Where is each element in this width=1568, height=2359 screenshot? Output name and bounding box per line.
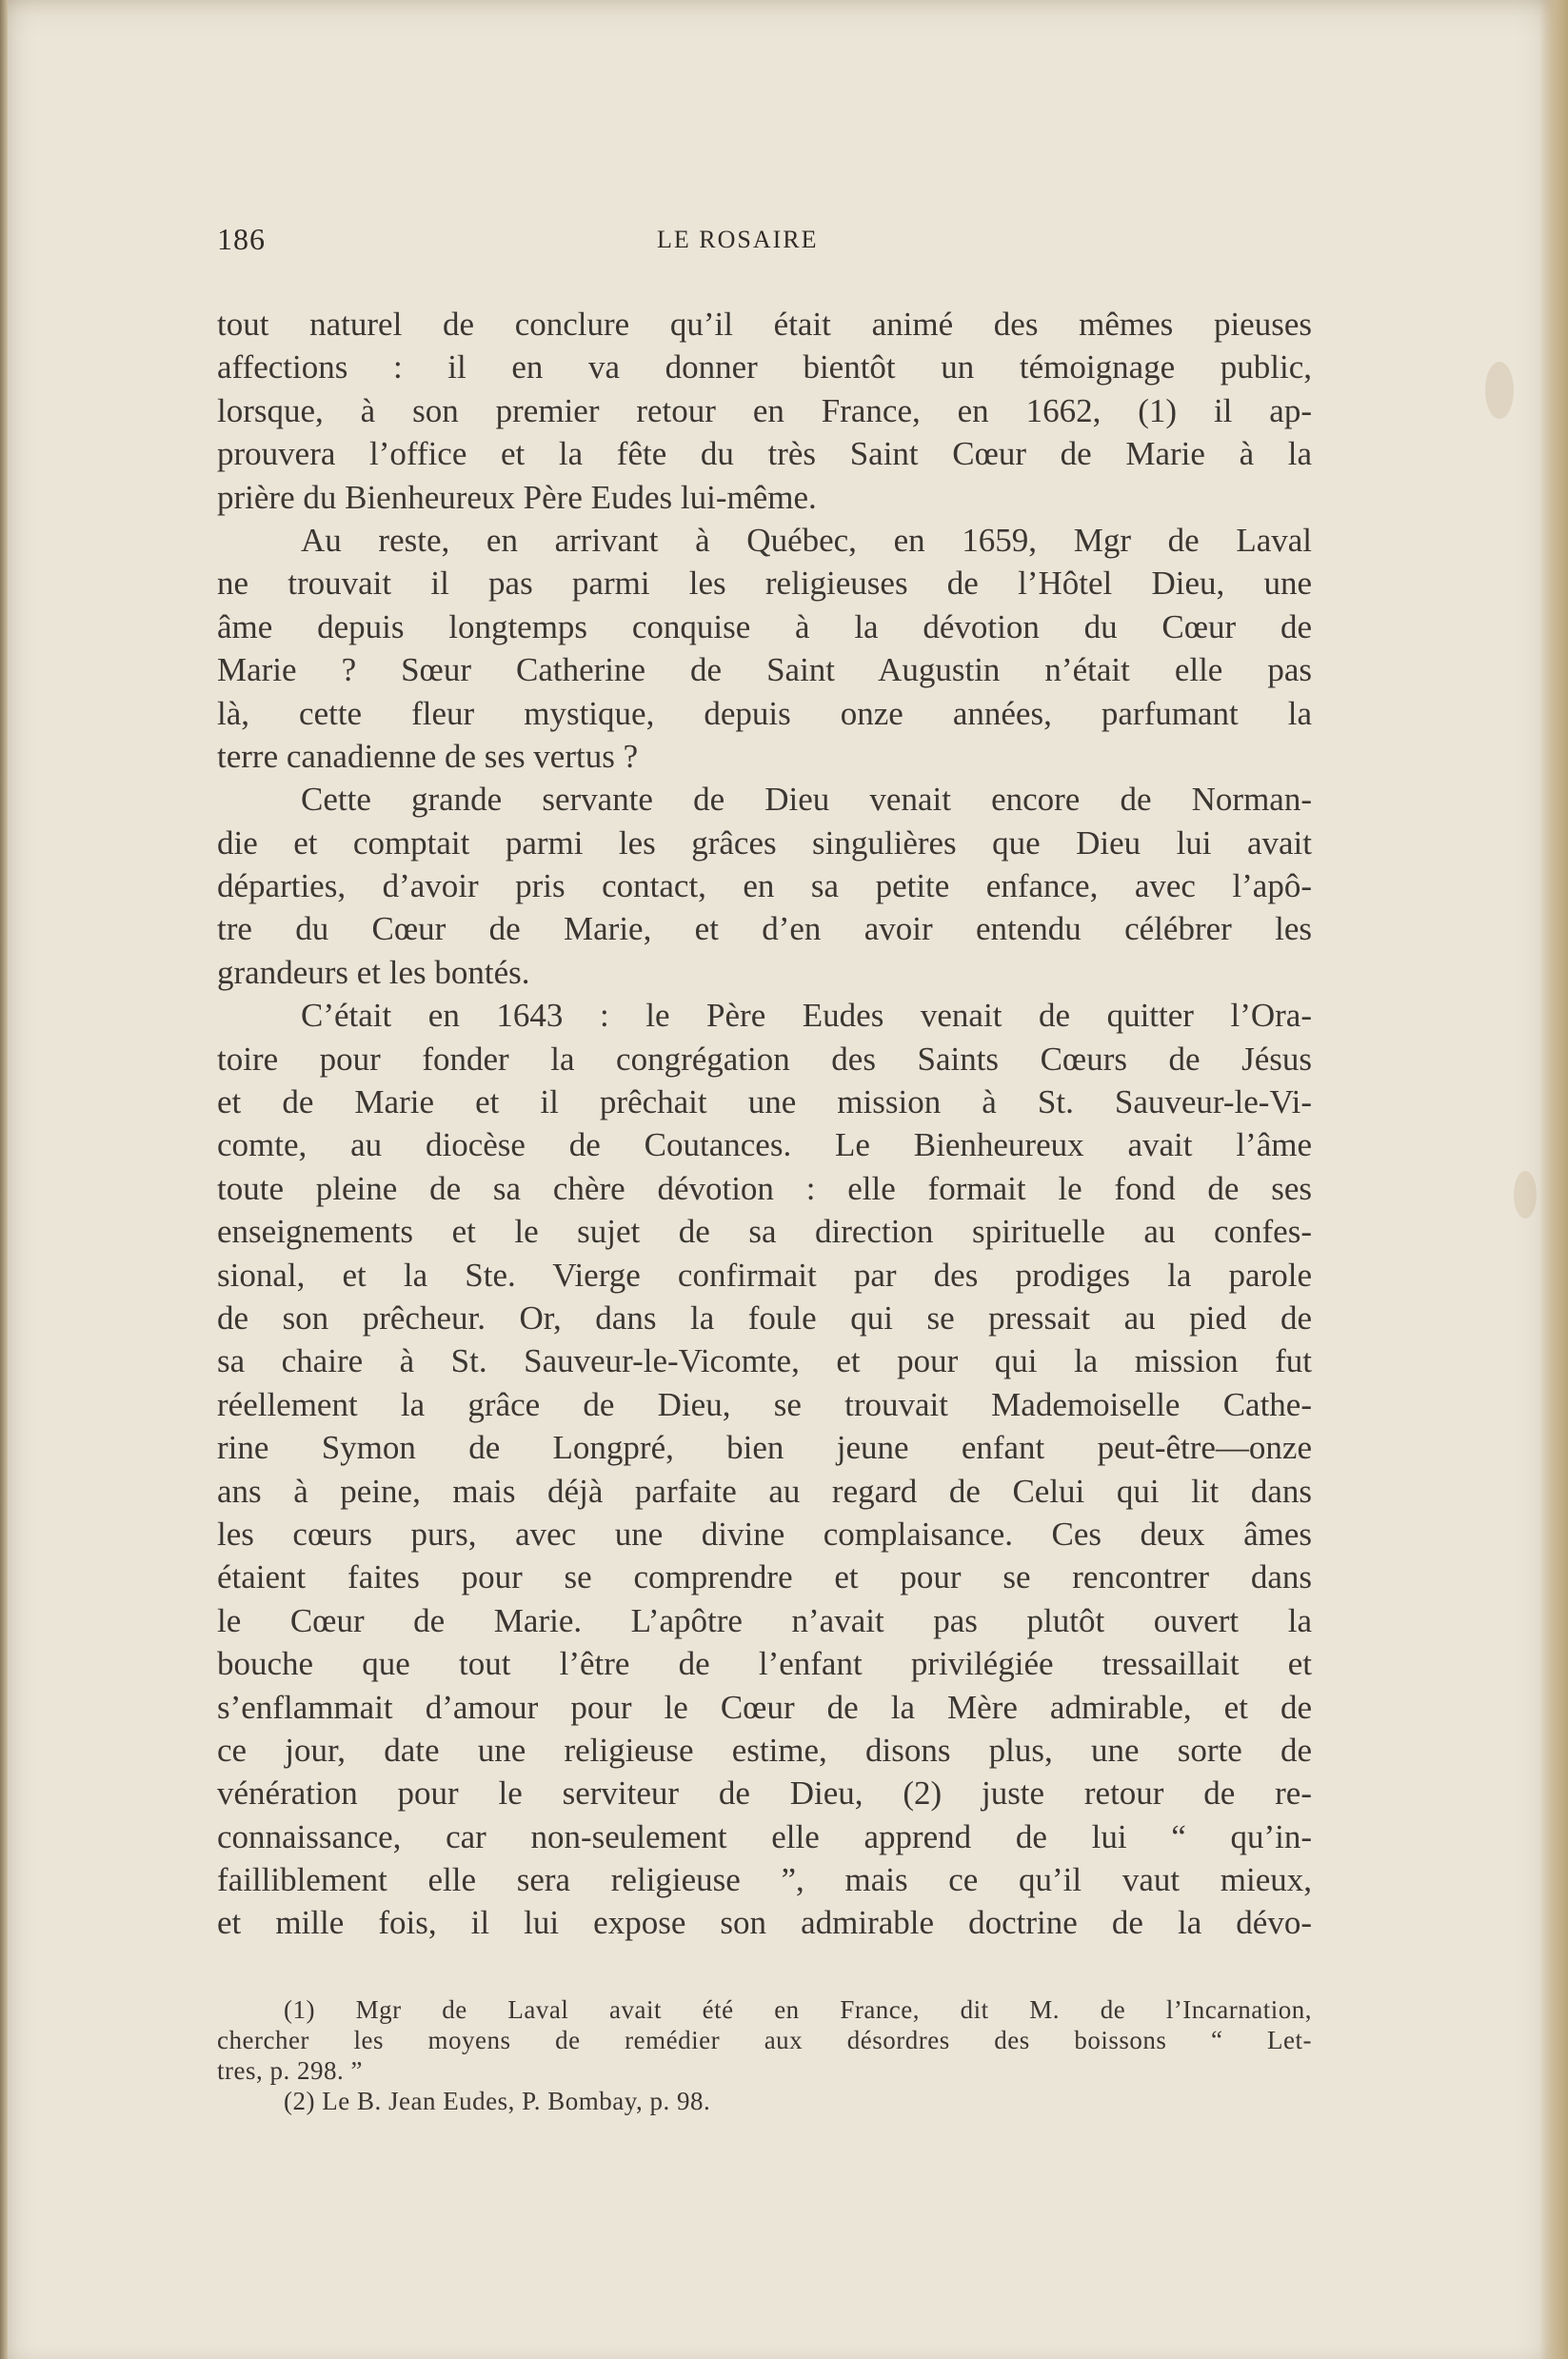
text-line: âme depuis longtemps conquise à la dévotion du Cœur de bbox=[217, 607, 1312, 645]
text-line: s’enflammait d’amour pour le Cœur de la Mère admirable, et de bbox=[217, 1688, 1312, 1726]
paper-stain bbox=[1514, 1171, 1537, 1219]
text-line: enseignements et le sujet de sa direction spirituelle au confes- bbox=[217, 1213, 1312, 1251]
footnote-line: chercher les moyens de remédier aux désordres des boissons “ Let- bbox=[217, 2026, 1312, 2054]
text-line: rine Symon de Longpré, bien jeune enfant peut-être—onze bbox=[217, 1429, 1312, 1467]
running-title: LE ROSAIRE bbox=[657, 226, 819, 253]
text-line: Cette grande servante de Dieu venait encore de Norman- bbox=[301, 781, 1312, 819]
footnote-line: (2) Le B. Jean Eudes, P. Bombay, p. 98. bbox=[284, 2087, 711, 2115]
text-line: ce jour, date une religieuse estime, disons plus, une sorte de bbox=[217, 1731, 1312, 1769]
text-line: grandeurs et les bontés. bbox=[217, 953, 530, 991]
text-line: tre du Cœur de Marie, et d’en avoir entendu célébrer les bbox=[217, 910, 1312, 948]
text-line: les cœurs purs, avec une divine complaisance. Ces deux âmes bbox=[217, 1515, 1312, 1553]
footnotes bbox=[217, 1994, 1312, 2116]
text-line: failliblement elle sera religieuse ”, mais ce qu’il vaut mieux, bbox=[217, 1861, 1312, 1899]
text-line: lorsque, à son premier retour en France, en 1662, (1) il ap- bbox=[217, 391, 1312, 429]
text-line: là, cette fleur mystique, depuis onze années, parfumant la bbox=[217, 694, 1312, 732]
text-line: C’était en 1643 : le Père Eudes venait de quitter l’Ora- bbox=[301, 997, 1312, 1035]
text-line: prouvera l’office et la fête du très Saint Cœur de Marie à la bbox=[217, 435, 1312, 473]
page-number: 186 bbox=[217, 222, 266, 256]
text-line: étaient faites pour se comprendre et pour se rencontrer dans bbox=[217, 1558, 1312, 1596]
text-line: affections : il en va donner bientôt un témoignage public, bbox=[217, 348, 1312, 387]
text-line: réellement la grâce de Dieu, se trouvait Mademoiselle Cathe- bbox=[217, 1385, 1312, 1423]
text-line: le Cœur de Marie. L’apôtre n’avait pas plutôt ouvert la bbox=[217, 1601, 1312, 1639]
text-line: et de Marie et il prêchait une mission à St. Sauveur-le-Vi- bbox=[217, 1083, 1312, 1121]
text-line: terre canadienne de ses vertus ? bbox=[217, 737, 639, 775]
text-line: sa chaire à St. Sauveur-le-Vicomte, et pour qui la mission fut bbox=[217, 1342, 1312, 1380]
text-line: comte, au diocèse de Coutances. Le Bienheureux avait l’âme bbox=[217, 1126, 1312, 1164]
page-gutter bbox=[0, 0, 8, 2359]
footnote-line: (1) Mgr de Laval avait été en France, dit M. de l’Incarnation, bbox=[284, 1995, 1312, 2024]
text-line: sional, et la Ste. Vierge confirmait par des prodiges la parole bbox=[217, 1256, 1312, 1294]
text-line: départies, d’avoir pris contact, en sa petite enfance, avec l’apô- bbox=[217, 867, 1312, 905]
text-line: Marie ? Sœur Catherine de Saint Augustin n’était elle pas bbox=[217, 651, 1312, 689]
page-header bbox=[217, 222, 1321, 260]
page-edge bbox=[1539, 0, 1568, 2359]
text-line: connaissance, car non-seulement elle apprend de lui “ qu’in- bbox=[217, 1817, 1312, 1855]
text-line: bouche que tout l’être de l’enfant privilégiée tressaillait et bbox=[217, 1645, 1312, 1683]
text-line: de son prêcheur. Or, dans la foule qui se pressait au pied de bbox=[217, 1298, 1312, 1337]
paper-stain bbox=[1485, 362, 1514, 419]
text-line: vénération pour le serviteur de Dieu, (2) juste retour de re- bbox=[217, 1774, 1312, 1813]
text-line: prière du Bienheureux Père Eudes lui-même. bbox=[217, 478, 817, 516]
text-line: Au reste, en arrivant à Québec, en 1659, Mgr de Laval bbox=[301, 521, 1312, 559]
text-line: ne trouvait il pas parmi les religieuses de l’Hôtel Dieu, une bbox=[217, 565, 1312, 603]
text-line: et mille fois, il lui expose son admirable doctrine de la dévo- bbox=[217, 1904, 1312, 1942]
text-line: toire pour fonder la congrégation des Saints Cœurs de Jésus bbox=[217, 1040, 1312, 1078]
text-line: ans à peine, mais déjà parfaite au regard de Celui qui lit dans bbox=[217, 1472, 1312, 1510]
text-line: toute pleine de sa chère dévotion : elle formait le fond de ses bbox=[217, 1169, 1312, 1207]
text-line: tout naturel de conclure qu’il était animé des mêmes pieuses bbox=[217, 306, 1312, 343]
text-line: die et comptait parmi les grâces singulières que Dieu lui avait bbox=[217, 823, 1312, 862]
body-text bbox=[217, 303, 1312, 1945]
footnote-line: tres, p. 298. ” bbox=[217, 2056, 363, 2085]
